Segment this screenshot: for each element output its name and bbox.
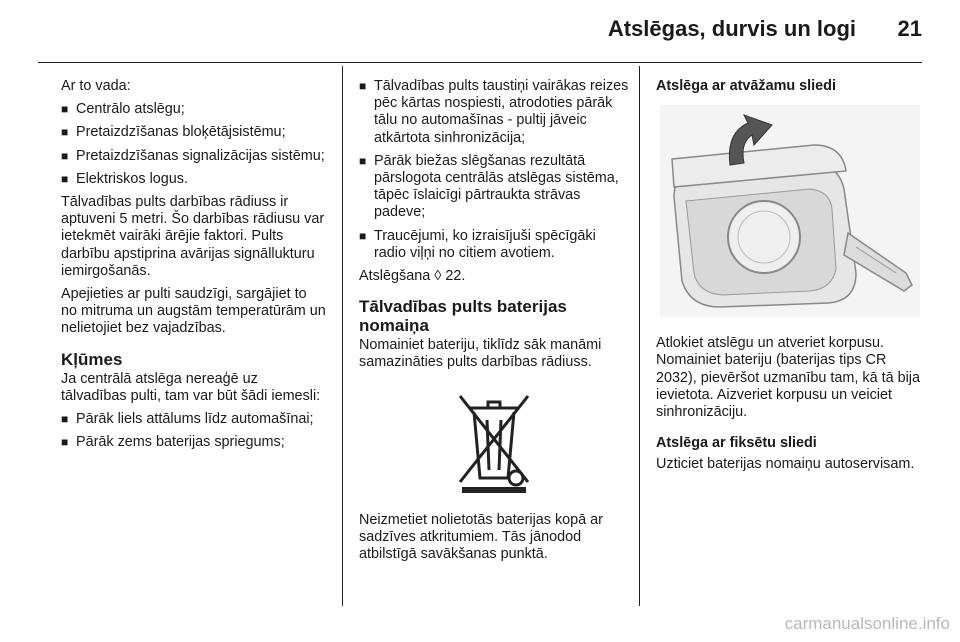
faults-list-continued [359,78,629,262]
key-battery-illustration [660,105,920,317]
fixed-key-paragraph: Uzticiet baterijas nomaiņu autoservisam. [656,456,915,473]
fold-key-paragraph: Atlokiet atslēgu un atveriet korpusu. Nomainiet bateriju (baterijas tips CR 2032), pievēršot uzmanību tam, kā tā bija ievietota. Aizveriet korpusu un veiciet sinhronizāciju. [656,335,920,421]
faults-heading: Kļūmes [61,349,123,369]
list-item: ■ Pārāk zems baterijas spriegums; [61,434,326,451]
ref-text: Atslēgšana [359,268,431,285]
header-rule [38,62,922,63]
list-item: ■ Centrālo atslēgu; [61,101,326,118]
column-1 [61,78,326,457]
ref-arrow-icon: ◊ [434,268,442,285]
list-item: ■ Pārāk liels attālums līdz automašīnai; [61,411,326,428]
column-divider-2 [639,66,640,606]
column-2 [359,78,629,569]
ref-page: 22. [445,268,466,285]
fold-key-heading: Atslēga ar atvāžamu sliedi [656,78,836,94]
battery-paragraph: Nomainiet bateriju, tiklīdz sāk manāmi samazināties pults darbības rādiuss. [359,337,602,371]
controls-list [61,101,326,188]
column-divider-1 [342,66,343,606]
list-item: ■ Pretaizdzīšanas signalizācijas sistēmu; [61,148,326,165]
watermark: carmanualsonline.info [784,614,950,633]
crossed-bin-icon [454,390,534,494]
list-item: ■ Pārāk biežas slēgšanas rezultātā pārslogota centrālās atslēgas sistēma, tāpēc īslaicīgi pārtraukta strāvas padeve; [359,153,629,222]
range-paragraph: Tālvadības pults darbības rādiuss ir aptuveni 5 metri. Šo darbības rādiusu var ietekmēt vairāki ārējie faktori. Pults darbību apstiprina avārijas signāllukturu iemirgošanās. [61,194,325,279]
cross-reference[interactable] [359,268,629,285]
page-number: 21 [897,16,922,41]
fixed-key-heading: Atslēga ar fiksētu sliedi [656,435,817,452]
list-item: ■ Elektriskos logus. [61,171,326,188]
faults-intro: Ja centrālā atslēga nereaģē uz tālvadības pulti, tam var būt šādi iemesli: [61,370,321,404]
faults-list [61,411,326,451]
disposal-paragraph: Neizmetiet nolietotās baterijas kopā ar sadzīves atkritumiem. Tās jānodod atbilstīgā savākšanas punktā. [359,511,603,563]
list-item: ■ Pretaizdzīšanas bloķētājsistēmu; [61,124,326,141]
intro-text: Ar to vada: [61,78,131,94]
column-3 [656,78,924,480]
header-title: Atslēgas, durvis un logi [607,16,856,41]
battery-heading: Tālvadības pults baterijas nomaiņa [359,297,567,336]
list-item: ■ Tālvadības pults taustiņi vairākas reizes pēc kārtas nospiesti, atrodoties pārāk tālu no automašīnas - pultij jāveic atkārtota sinhronizācija; [359,78,629,147]
list-item: ■ Traucējumi, ko izraisījuši spēcīgāki radio viļņi no citiem avotiem. [359,228,629,262]
care-paragraph: Apejieties ar pulti saudzīgi, sargājiet to no mitruma un augstām temperatūrām un nelietojiet bez vajadzības. [61,286,326,337]
